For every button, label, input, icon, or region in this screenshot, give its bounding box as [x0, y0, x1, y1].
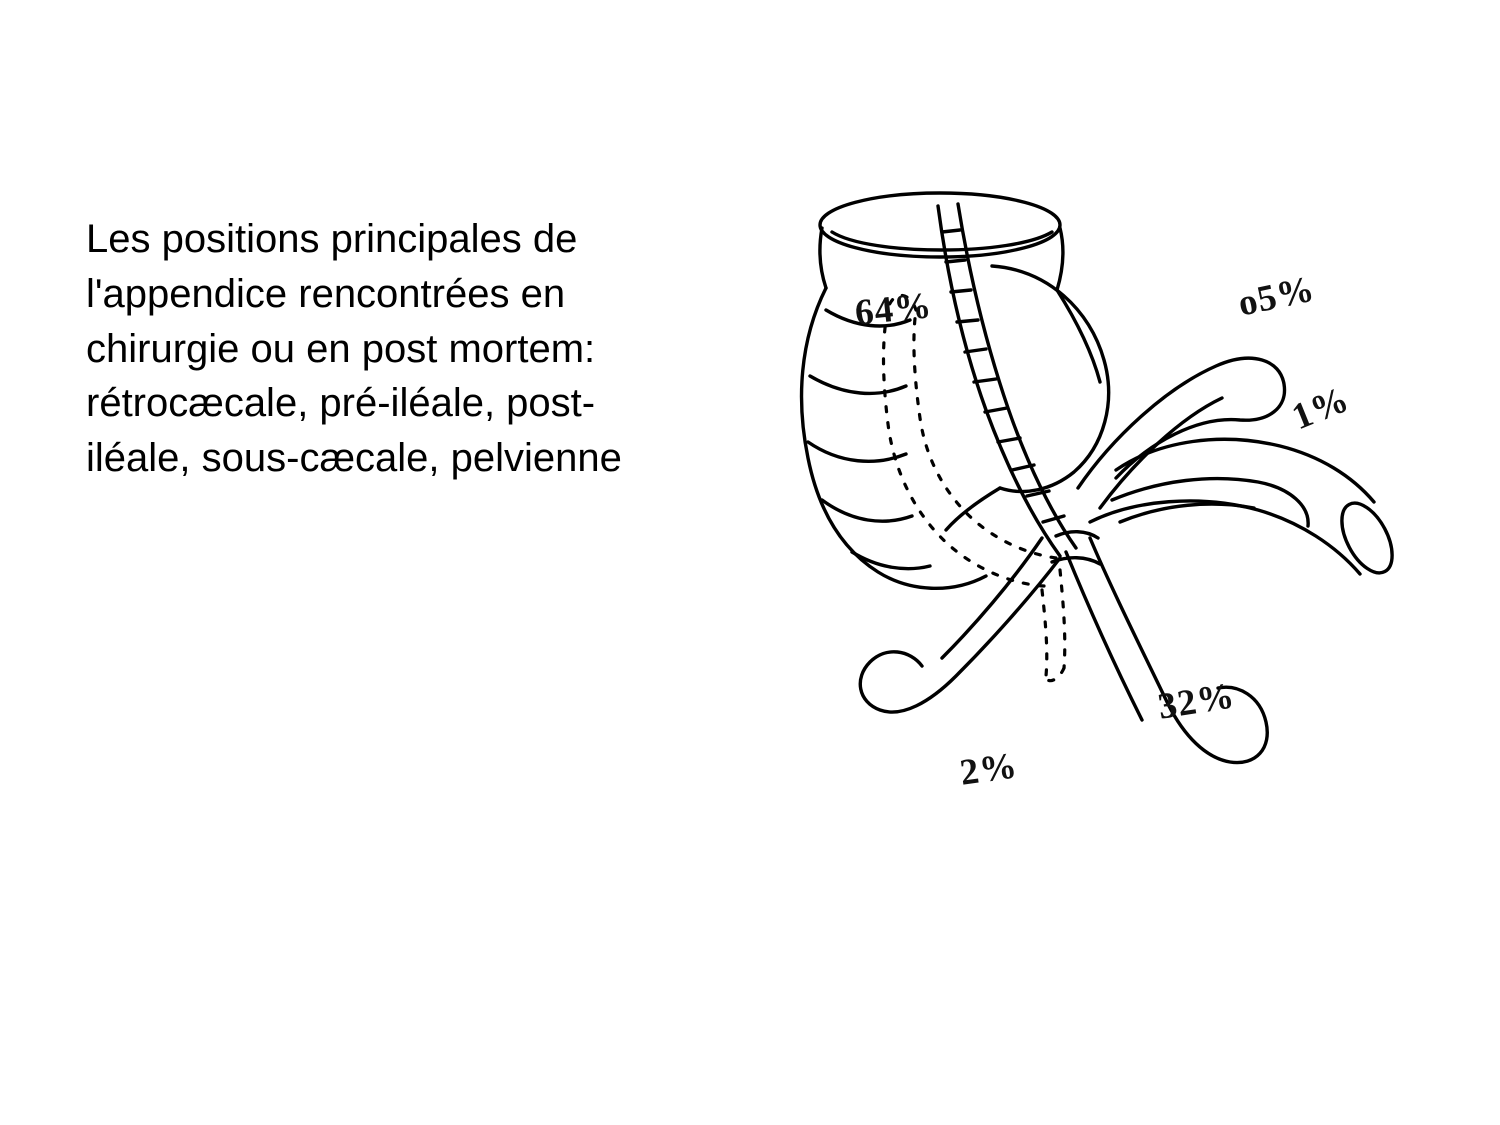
label-subcaecal-percent: 2%	[957, 745, 1021, 794]
appendix-positions-diagram	[760, 170, 1440, 850]
page-title: Les positions principales de l'appendice rencontrées en chirurgie ou en post mortem: rétrocæcale, pré-iléale, post-iléale, sous-cæcale, pelvienne	[86, 217, 622, 481]
label-pelvic-percent: 32%	[1155, 675, 1238, 728]
label-post-ileal-percent: 1%	[1286, 378, 1356, 439]
appendix-anatomy-illustration	[760, 170, 1440, 850]
label-pre-ileal-percent: o5%	[1234, 268, 1319, 325]
label-retrocaecal-percent: 64%	[853, 285, 934, 334]
